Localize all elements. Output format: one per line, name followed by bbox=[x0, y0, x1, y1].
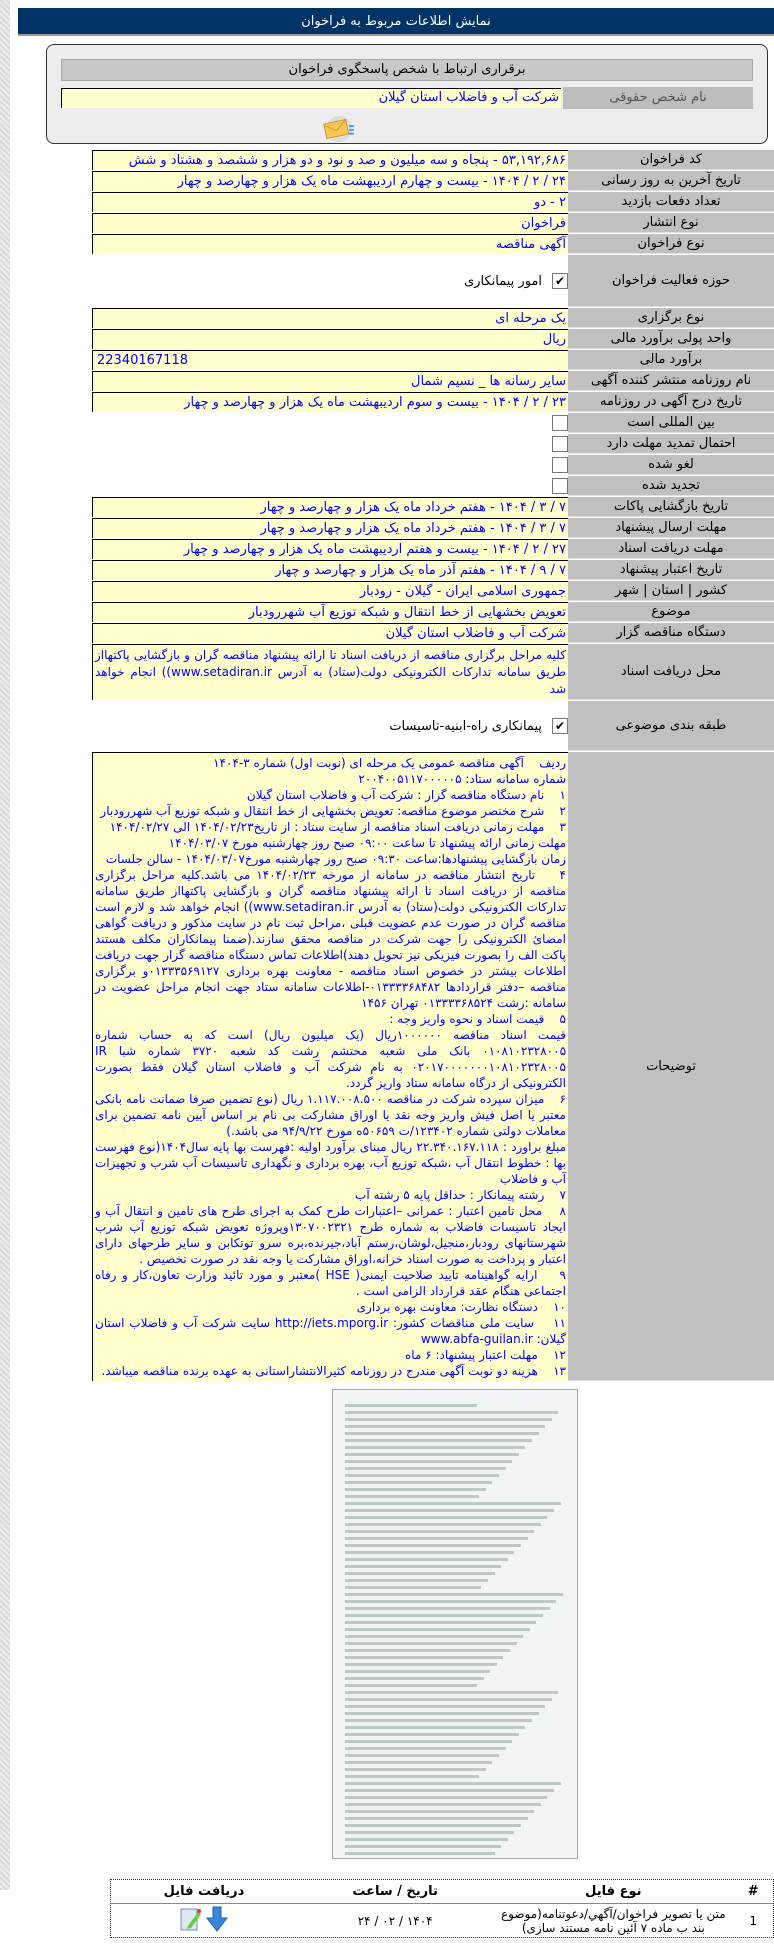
newspaper-text-line bbox=[345, 1670, 490, 1673]
label: نام روزنامه منتشر کننده آگهی bbox=[568, 371, 774, 391]
col-download: دریافت فایل bbox=[111, 1880, 297, 1904]
newspaper-text-line bbox=[345, 1852, 495, 1855]
label: تاریخ آخرین به روز رسانی bbox=[568, 171, 774, 191]
value: ۷ / ۳ / ۱۴۰۴ - هفتم خرداد ماه یک هزار و چهارصد و چهار bbox=[92, 497, 568, 517]
row-newspaper bbox=[84, 371, 774, 391]
row-holding-type bbox=[84, 308, 774, 328]
row-estimate bbox=[84, 350, 774, 370]
value: یک مرحله ای bbox=[92, 308, 568, 328]
row-docs-deadline bbox=[84, 539, 774, 559]
file-index: 1 bbox=[749, 1913, 757, 1928]
checkbox-label: امور پیمانکاری bbox=[464, 273, 542, 289]
newspaper-text-line bbox=[345, 1453, 519, 1456]
file-download bbox=[111, 1904, 297, 1938]
value: ۷ / ۹ / ۱۴۰۴ - هفتم آذر ماه یک هزار و چهارصد و چهار bbox=[92, 560, 568, 580]
row-publish-type bbox=[84, 213, 774, 233]
row-call-type bbox=[84, 234, 774, 254]
newspaper-text-line bbox=[345, 1824, 521, 1827]
label: تاریخ اعتبار پیشنهاد bbox=[568, 560, 774, 580]
label: مهلت دریافت اسناد bbox=[568, 539, 774, 559]
details-grid bbox=[84, 150, 774, 1381]
label: احتمال تمدید مهلت دارد bbox=[568, 434, 774, 454]
newspaper-text-line bbox=[345, 1411, 558, 1414]
newspaper-text-line bbox=[345, 1845, 501, 1848]
cancelled-checkbox[interactable] bbox=[552, 457, 568, 473]
newspaper-text-line bbox=[345, 1488, 486, 1491]
row-currency bbox=[84, 329, 774, 349]
label: مهلت ارسال پیشنهاد bbox=[568, 518, 774, 538]
newspaper-text-line bbox=[345, 1691, 558, 1694]
newspaper-text-line bbox=[345, 1712, 539, 1715]
newspaper-text-line bbox=[345, 1432, 539, 1435]
newspaper-text-line bbox=[345, 1768, 486, 1771]
newspaper-text-line bbox=[345, 1572, 495, 1575]
row-renewed bbox=[84, 476, 774, 496]
main-content bbox=[84, 150, 774, 1948]
newspaper-text-line bbox=[345, 1600, 556, 1603]
row-code bbox=[84, 150, 774, 170]
newspaper-text-line bbox=[345, 1656, 503, 1659]
newspaper-text-line bbox=[345, 1747, 506, 1750]
row-international bbox=[84, 413, 774, 433]
newspaper-text-line bbox=[345, 1677, 484, 1680]
newspaper-text-line bbox=[345, 1621, 536, 1624]
newspaper-text-line bbox=[345, 1635, 523, 1638]
col-date: تاریخ / ساعت bbox=[297, 1880, 493, 1904]
newspaper-text-line bbox=[345, 1579, 488, 1582]
newspaper-text-line bbox=[345, 1495, 479, 1498]
contact-box bbox=[46, 44, 768, 144]
value: 22340167118 bbox=[92, 350, 568, 370]
col-index: # bbox=[733, 1880, 773, 1904]
value: ۲ - دو bbox=[92, 192, 568, 212]
value: آگهی مناقصه bbox=[92, 234, 568, 254]
newspaper-text-line bbox=[345, 1719, 532, 1722]
files-table bbox=[110, 1879, 774, 1938]
row-activity bbox=[84, 255, 774, 307]
label: تاریخ درج آگهی در روزنامه bbox=[568, 392, 774, 412]
row-submit-deadline bbox=[84, 518, 774, 538]
row-validity bbox=[84, 560, 774, 580]
legal-name-label: نام شخص حقوقی bbox=[563, 87, 753, 109]
newspaper-text-line bbox=[345, 1754, 499, 1757]
label: تاریخ بازگشایی پاکات bbox=[568, 497, 774, 517]
row-cancelled bbox=[84, 455, 774, 475]
legal-name-value: شرکت آب و فاضلاب استان گیلان bbox=[61, 88, 561, 108]
table-row bbox=[111, 1904, 773, 1938]
value: ریال bbox=[92, 329, 568, 349]
label: نوع انتشار bbox=[568, 213, 774, 233]
newspaper-text-line bbox=[345, 1537, 528, 1540]
newspaper-text-line bbox=[345, 1810, 534, 1813]
row-description bbox=[84, 752, 774, 1381]
row-location bbox=[84, 581, 774, 601]
newspaper-text-line bbox=[345, 1684, 477, 1687]
newspaper-text-line bbox=[345, 1803, 541, 1806]
label: موضوع bbox=[568, 602, 774, 622]
newspaper-text-line bbox=[345, 1460, 512, 1463]
newspaper-text-line bbox=[345, 1775, 479, 1778]
label: تجدید شده bbox=[568, 476, 774, 496]
newspaper-text-line bbox=[345, 1446, 525, 1449]
newspaper-text-line bbox=[345, 1404, 477, 1407]
category-checkbox[interactable]: ✔ bbox=[552, 718, 568, 734]
label: تعداد دفعات بازدید bbox=[568, 192, 774, 212]
page-header: نمایش اطلاعات مربوط به فراخوان bbox=[18, 8, 774, 36]
newspaper-text-line bbox=[345, 1502, 561, 1505]
label: لغو شده bbox=[568, 455, 774, 475]
newspaper-text-line bbox=[345, 1551, 514, 1554]
row-visits bbox=[84, 192, 774, 212]
value: ردیف آگهی مناقصه عمومی یک مرحله ای (نوبت اول) شماره ۳-۱۴۰۴ شماره سامانه ستاد: ۲۰۰۴۰۰۵۱۱۷۰۰۰۰۰۵ ۱ نام دستگاه مناقصه گزار : شرکت آب و فاضلاب استان گیلان ۲ شرح مختصر موضوع مناقصه: تعویض بخشهایی از خط انتقال و شبکه توزیع آب شهررودبار ۳ مهلت زمانی دریافت اسناد مناقصه از سایت ستاد : از تاریخ۱۴۰۴/۰۲/۲۳ الی ۱۴۰۴/۰۲/۲۷ مهلت زمانی ارائه پیشنهاد تا ساعت ۰۹:۰۰ صبح روز چهارشنبه مورخ ۱۴۰۴/۰۳/۰۷ زمان بازگشایی پیشنهادها:ساعت ۰۹:۳۰ صبح روز چهارشنبه مورخ۱۴۰۴/۰۳/۰۷ - سالن جلسات ۴ تاریخ انتشار مناقصه در سامانه از مورخه ۱۴۰۴/۰۲/۲۳ می باشد.کلیه مراحل برگزاری مناقصه از دریافت اسناد تا ارائه پیشنهاد مناقصه گران و بازگشایی پاکتهااز طریق سامانه تدارکات الکترونیکی دولت(ستاد) به آدرس www.setadiran.ir)) انجام خواهد شد و لازم است مناقصه گران در صورت عدم عضویت قبلی ،مراحل ثبت نام در سایت مذکور و دریافت گواهی امضائ الکترونیکی را جهت شرکت در مناقصه محقق سازند.(ضمنا پیمانکاران مکلف هستند پاکت الف را بصورت فیزیکی نیز تحویل دهند)اطلاعات تماس دستگاه مناقصه گزار جهت دریافت اطلاعات بیشتر در خصوص اسناد مناقصه - معاونت بهره برداری ۰۱۳۳۳۵۶۹۱۲۷و برگزاری مناقصه –دفتر قراردادها ۰۱۳۳۳۳۶۸۴۸۲-اطلاعات سامانه ستاد جهت انجام مراحل عضویت در سامانه :رشت ۰۱۳۳۳۳۶۸۵۲۴ تهران ۱۴۵۶ ۵ قیمت اسناد و نحوه واریز وجه : قیمت اسناد مناقصه ۱۰۰۰۰۰۰ریال (یک میلیون ریال) است که به حساب شماره ۰۱۰۸۱۰۲۳۲۸۰۰۵ بانک ملی شعبه محتشم رشت کد شعبه ۳۷۲۰ شماره شبا IR ۰۲۰۱۷۰۰۰۰۰۰۰۱۰۸۱۰۲۳۲۸۰۰۵ به نام شرکت آب و فاضلاب استان گیلان فقط بصورت الکترونیکی از درگاه سامانه ستاد واریز گردد. ۶ میزان سپرده شرکت در مناقصه ۱.۱۱۷.۰۰۸.۵۰۰ ریال (نوع تضمین صرفا ضمانت نامه بانکی معتبر یا اصل فیش واریز وجه نقد یا اوراق مشارکت بی نام بر اساس آیین نامه تضمین برای معاملات دولتی شماره ۱۲۳۴۰۲/ت ۵۰۶۵۹ه مورخ ۹۴/۹/۲۲ می باشد.) مبلغ براورد : ۲۲.۳۴۰.۱۶۷.۱۱۸ ریال مبنای برآورد اولیه :فهرست بها پایه سال۱۴۰۴(نوع فهرست بها : خطوط انتقال آب ،شبکه توزیع آب، بهره برداری و نگهداری تاسیسات آب شرب و تجهیزات آب و فاضلاب ۷ رشته پیمانکار : حداقل پایه ۵ رشته آب ۸ محل تامین اعتبار : عمرانی –اعتبارات طرح کمک به اجرای طرح های تامین و انتقال آب و ایجاد تاسیسات فاضلاب به شماره طرح ۱۳۰۷۰۰۲۳۲۱وپروژه تعویض شبکه توزیع آب شرب شهرستانهای رودبار،منجیل،لوشان،رستم آباد،جیرنده،بره سرو توتکابن و سایر طرحهای دارای اعتبار و پرداخت به صورت اسناد خزانه،اوراق مشارکت یا وجه نقد در صورت تخصیص . ۹ ارایه گواهینامه تایید صلاحیت ایمنی( HSE )معتبر و مورد تائید وزارت تعاون،کار و رفاه اجتماعی هنگام عقد قرارداد الزامی است . ۱۰ دستگاه نظارت: معاونت بهره برداری ۱۱ سایت ملی مناقصات کشور: http://iets.mporg.ir سایت شرکت آب و فاضلاب استان گیلان: www.abfa-guilan.ir ۱۲ مهلت اعتبار پیشنهاد: ۶ ماه ۱۳ هزینه دو نوبت آگهی مندرج در روزنامه کثیرالانتشاراستانی به عهده برنده مناقصه میباشد. bbox=[92, 752, 568, 1381]
label: حوزه فعالیت فراخوان bbox=[568, 255, 774, 307]
value: سایر رسانه ها _ نسیم شمال bbox=[92, 371, 568, 391]
newspaper-text-line bbox=[345, 1509, 554, 1512]
newspaper-text-line bbox=[345, 1558, 508, 1561]
edit-document-icon[interactable] bbox=[180, 1906, 202, 1932]
contact-responder-button[interactable]: برقراری ارتباط با شخص پاسخگوی فراخوان bbox=[61, 59, 753, 81]
value: ۵۳,۱۹۲,۶۸۶ - پنجاه و سه میلیون و صد و نود و دو هزار و ششصد و هشتاد و شش bbox=[92, 150, 568, 170]
extension-checkbox[interactable] bbox=[552, 436, 568, 452]
newspaper-text-line bbox=[345, 1733, 519, 1736]
row-extension bbox=[84, 434, 774, 454]
newspaper-text-line bbox=[345, 1530, 534, 1533]
row-organizer bbox=[84, 623, 774, 643]
newspaper-text-line bbox=[345, 1607, 550, 1610]
value: ۷ / ۳ / ۱۴۰۴ - هفتم خرداد ماه یک هزار و چهارصد و چهار bbox=[92, 518, 568, 538]
newspaper-text-line bbox=[345, 1614, 543, 1617]
activity-checkbox[interactable]: ✔ bbox=[552, 273, 568, 289]
newspaper-text-line bbox=[345, 1705, 545, 1708]
row-opening-date bbox=[84, 497, 774, 517]
label: کشور | استان | شهر bbox=[568, 581, 774, 601]
label: کد فراخوان bbox=[568, 150, 774, 170]
newspaper-text-line bbox=[345, 1586, 481, 1589]
newspaper-text-line bbox=[345, 1544, 521, 1547]
newspaper-text-line bbox=[345, 1789, 554, 1792]
label: محل دریافت اسناد bbox=[568, 644, 774, 700]
col-type: نوع فایل bbox=[493, 1880, 733, 1904]
newspaper-text-line bbox=[345, 1439, 532, 1442]
newspaper-text-line bbox=[345, 1481, 492, 1484]
label: نوع برگزاری bbox=[568, 308, 774, 328]
newspaper-text-line bbox=[345, 1698, 552, 1701]
label: دستگاه مناقصه گزار bbox=[568, 623, 774, 643]
newspaper-text-line bbox=[345, 1565, 501, 1568]
newspaper-text-line bbox=[345, 1782, 561, 1785]
newspaper-text-line bbox=[345, 1796, 547, 1799]
row-last-update bbox=[84, 171, 774, 191]
newspaper-text-line bbox=[345, 1467, 506, 1470]
file-date: ۱۴۰۴ / ۰۲ / ۲۴ bbox=[357, 1913, 433, 1928]
newspaper-text-line bbox=[345, 1474, 499, 1477]
label: توضیحات bbox=[568, 752, 774, 1381]
value: ۲۷ / ۲ / ۱۴۰۴ - بیست و هفتم اردیبهشت ماه یک هزار و چهارصد و چهار bbox=[92, 539, 568, 559]
newspaper-text-line bbox=[345, 1523, 541, 1526]
row-newspaper-date bbox=[84, 392, 774, 412]
newspaper-text-line bbox=[345, 1516, 547, 1519]
row-subject bbox=[84, 602, 774, 622]
newspaper-text-line bbox=[345, 1418, 552, 1421]
newspaper-text-line bbox=[345, 1642, 517, 1645]
international-checkbox[interactable] bbox=[552, 415, 568, 431]
newspaper-text-line bbox=[345, 1425, 545, 1428]
label: طبقه بندی موضوعی bbox=[568, 701, 774, 751]
newspaper-text-line bbox=[345, 1831, 514, 1834]
envelope-icon[interactable] bbox=[322, 116, 356, 142]
newspaper-text-line bbox=[345, 1740, 512, 1743]
value: جمهوری اسلامی ایران - گیلان - رودبار bbox=[92, 581, 568, 601]
value: تعویض بخشهایی از خط انتقال و شبکه توزیع آب شهررودبار bbox=[92, 602, 568, 622]
newspaper-text-line bbox=[345, 1649, 510, 1652]
newspaper-text-line bbox=[345, 1593, 563, 1596]
value: ۲۴ / ۲ / ۱۴۰۴ - بیست و چهارم اردیبهشت ماه یک هزار و چهارصد و چهار bbox=[92, 171, 568, 191]
newspaper-text-line bbox=[345, 1761, 492, 1764]
label: نوع فراخوان bbox=[568, 234, 774, 254]
row-category bbox=[84, 701, 774, 751]
value: ۲۳ / ۲ / ۱۴۰۴ - بیست و سوم اردیبهشت ماه یک هزار و چهارصد و چهار bbox=[92, 392, 568, 412]
value: شرکت آب و فاضلاب استان گیلان bbox=[92, 623, 568, 643]
renewed-checkbox[interactable] bbox=[552, 478, 568, 494]
label: واحد پولی برآورد مالی bbox=[568, 329, 774, 349]
newspaper-text-line bbox=[345, 1838, 508, 1841]
row-docs-place bbox=[84, 644, 774, 700]
download-arrow-icon[interactable] bbox=[206, 1906, 228, 1932]
value: فراخوان bbox=[92, 213, 568, 233]
page-border bbox=[0, 0, 10, 1890]
newspaper-text-line bbox=[345, 1817, 528, 1820]
label: برآورد مالی bbox=[568, 350, 774, 370]
label: بین المللی است bbox=[568, 413, 774, 433]
value: کلیه مراحل برگزاری مناقصه از دریافت اسناد تا ارائه پیشنهاد مناقصه گران و بازگشایی پاکتهااز طریق سامانه تدارکات الکترونیکی دولت(ستاد) به آدرس www.setadiran.ir)) انجام خواهد شد bbox=[92, 644, 568, 700]
checkbox-label: پیمانکاری راه-ابنیه-تاسیسات bbox=[389, 718, 542, 734]
newspaper-text-line bbox=[345, 1663, 497, 1666]
newspaper-ad-image[interactable] bbox=[332, 1389, 578, 1859]
file-type: متن یا تصویر فراخوان/آگهي/دعوتنامه(موضوع بند ب ماده ۷ آئین نامه مستند سازی) bbox=[500, 1906, 726, 1935]
newspaper-text-line bbox=[345, 1726, 525, 1729]
newspaper-text-line bbox=[345, 1628, 530, 1631]
